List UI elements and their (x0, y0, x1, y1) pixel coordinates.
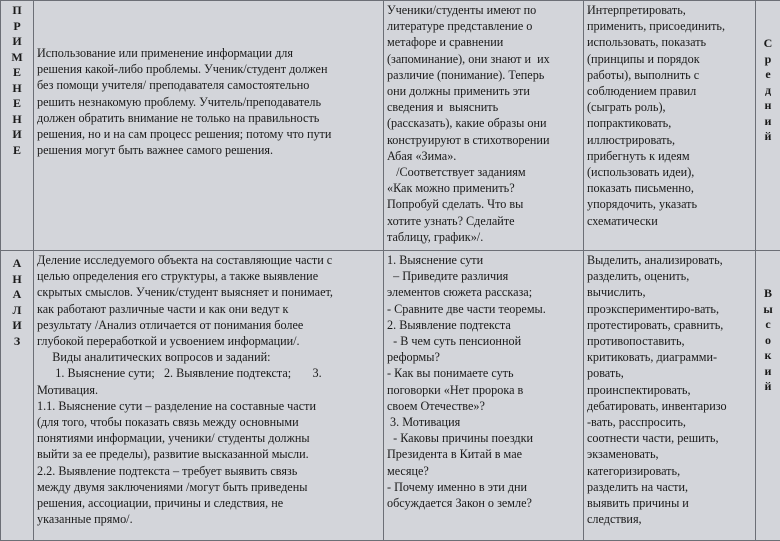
vertical-letter: С (756, 36, 780, 52)
vertical-letter: к (756, 348, 780, 364)
vertical-letter: П (1, 3, 33, 19)
vertical-letter: о (756, 333, 780, 349)
vertical-letter: Е (1, 96, 33, 112)
level-type-medium (756, 1, 780, 251)
table-row-analysis (1, 251, 780, 541)
vertical-letter: е (756, 67, 780, 83)
vertical-letter: и (756, 114, 780, 130)
vertical-letter: И (1, 127, 33, 143)
vertical-letter: Н (1, 272, 33, 288)
vertical-letter: А (1, 256, 33, 272)
vertical-letter: И (1, 34, 33, 50)
vertical-letter: Л (1, 303, 33, 319)
vertical-letter: р (756, 52, 780, 68)
vertical-letter: й (756, 129, 780, 145)
vertical-letter: М (1, 50, 33, 66)
vertical-letter: Е (1, 65, 33, 81)
vertical-letter: В (756, 286, 780, 302)
description-application: Использование или применение информации для решения какой-либо проблемы. Ученик/студент должен без помощи учителя/ преподавателя самостоятельно решить незнакомую проблему. Учитель/преподаватель должен обратить внимание не только на правильность решения, но и на сам процесс решения; потому что пути решения могут быть важнее самого решения. (34, 1, 384, 251)
vertical-letter: ы (756, 302, 780, 318)
vertical-letter: и (756, 364, 780, 380)
level-label-analysis (1, 251, 34, 541)
vertical-letter: й (756, 379, 780, 395)
vertical-letter: Р (1, 19, 33, 35)
table-row-application (1, 1, 780, 251)
vertical-letter: н (756, 98, 780, 114)
example-application: Ученики/студенты имеют по литературе представление о метафоре и сравнении (запоминание), они знают и их различие (понимание). Теперь они должны применить эти сведения и выяснить (рассказать), какие образы они конструируют в стихотворении Абая «Зима». /Соответствует заданиям «Как можно применить? Попробуй сделать. Что вы хотите узнать? Сделайте таблицу, график»/. (384, 1, 584, 251)
vertical-letter: З (1, 334, 33, 350)
vertical-letter: Н (1, 112, 33, 128)
vertical-letter: д (756, 83, 780, 99)
vertical-letter: с (756, 317, 780, 333)
level-label-application (1, 1, 34, 251)
description-analysis: Деление исследуемого объекта на составляющие части с целью определения его структуры, а также выявление скрытых смыслов. Ученик/студент выясняет и понимает, как работают различные части и как они ведут к результату /Анализ отличается от понимания более глубокой переработкой и усвоением информации/. Виды аналитических вопросов и заданий: 1. Выяснение сути; 2. Выявление подтекста; 3. Мотивация. 1.1. Выяснение сути – разделение на составные части (для того, чтобы показать связь между основными понятиями информации, ученики/ студенты должны выйти за ее пределы), развитие высказанной мысли. 2.2. Выявление подтекста – требует выявить связь между двумя заключениями /могут быть приведены решения, ассоциации, причины и следствия, не указанные прямо/. (34, 251, 384, 541)
vertical-letter: Н (1, 81, 33, 97)
level-type-high (756, 251, 780, 541)
vertical-letter: А (1, 287, 33, 303)
example-analysis: 1. Выяснение сути – Приведите различия элементов сюжета рассказа; - Сравните две части теоремы. 2. Выявление подтекста - В чем суть пенсионной реформы? - Как вы понимаете суть поговорки «Нет пророка в своем Отечестве»? 3. Мотивация - Каковы причины поездки Президента в Китай в мае месяце? - Почему именно в эти дни обсуждается Закон о земле? (384, 251, 584, 541)
verbs-application: Интерпретировать, применить, присоединить, использовать, показать (принципы и порядок работы), выполнить с соблюдением правил (сыграть роль), попрактиковать, иллюстрировать, прибегнуть к идеям (использовать идеи), показать письменно, упорядочить, указать схематически (584, 1, 756, 251)
vertical-letter: И (1, 318, 33, 334)
vertical-letter: Е (1, 143, 33, 159)
verbs-analysis: Выделить, анализировать, разделить, оценить, вычислить, проэкспериментиро-вать, протестировать, сравнить, противопоставить, критиковать, диаграмми- ровать, проинспектировать, дебатировать, инвентаризо -вать, расспросить, соотнести части, решить, экзаменовать, категоризировать, разделить на части, выявить причины и следствия, (584, 251, 756, 541)
